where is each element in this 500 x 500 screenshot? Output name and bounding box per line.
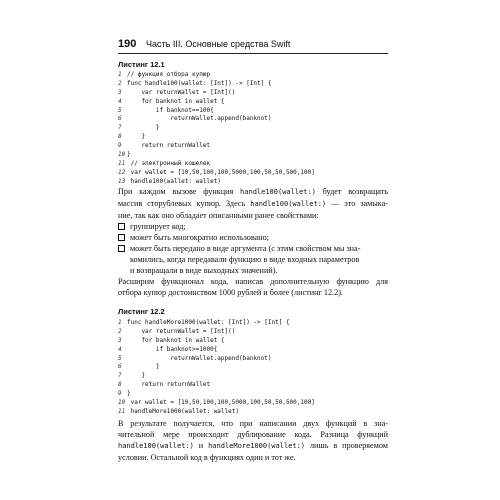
inline-code: handle100(wallet:) [240, 188, 316, 196]
text-span: При каждом вызове функция [118, 187, 241, 196]
text-line [118, 186, 388, 198]
paragraph [118, 186, 388, 221]
bullet-text: комились, когда передавали функцию в виде входных параметров [130, 255, 360, 264]
text-line [118, 198, 388, 210]
code-line [118, 328, 388, 337]
code-text: if banknot>=1000{ [127, 345, 218, 353]
bullet-item [118, 243, 388, 276]
checkbox-bullet-icon [118, 245, 125, 252]
code-text: } [127, 390, 131, 398]
line-number: 10 [118, 151, 126, 159]
bullet-text: может быть передано в виде аргумента (с этим свойством мы зна- [130, 244, 361, 253]
code-text: for banknot in wallet { [127, 97, 225, 105]
code-text: func handleMore1000(wallet: [Int]) -> [Int] { [127, 319, 290, 326]
line-number: 2 [118, 79, 122, 87]
code-line [118, 363, 388, 372]
code-line [118, 319, 388, 328]
code-text: if banknot==100{ [127, 106, 214, 114]
line-number: 8 [118, 381, 122, 389]
code-text: } [127, 363, 160, 371]
code-text: returnWallet.append(banknot) [127, 354, 272, 362]
text-span: массив сторублевых купюр. Здесь [118, 199, 251, 208]
code-text: } [127, 372, 146, 380]
line-number: 2 [118, 327, 122, 335]
checkbox-bullet-icon [118, 223, 125, 230]
code-text: // функция отбора купюр [127, 71, 211, 78]
code-line [118, 80, 388, 89]
bullet-item [118, 221, 388, 232]
code-line [118, 355, 388, 364]
code-line [118, 399, 388, 408]
code-text: for banknot in wallet { [127, 336, 225, 344]
line-number: 13 [118, 177, 126, 185]
code-line [118, 337, 388, 346]
code-line [118, 98, 388, 107]
line-number: 7 [118, 124, 122, 132]
line-number: 5 [118, 106, 122, 114]
code-text: var returnWallet = [Int]() [127, 88, 236, 96]
page-header [118, 38, 388, 52]
code-line [118, 372, 388, 381]
code-text: var wallet = [10,50,100,100,5000,100,50,50,500,100] [127, 399, 315, 407]
line-number: 9 [118, 142, 122, 150]
code-line [118, 115, 388, 124]
line-number: 1 [118, 71, 122, 78]
text-line: отбора купюр достоинством 1000 рублей и более (листинг 12.2). [118, 288, 343, 297]
code-line [118, 381, 388, 390]
header-rule [118, 53, 388, 54]
code-line [118, 133, 388, 142]
text-span: будет возвращать [315, 187, 389, 196]
code-text: return returnWallet [127, 142, 211, 150]
inline-code: handleMore1000(wallet:) [208, 442, 306, 450]
line-number: 8 [118, 133, 122, 141]
code-text: } [127, 133, 146, 141]
text-line: чительной мере происходит дублирование кода. Разница функций [118, 430, 388, 439]
code-line [118, 346, 388, 355]
bullet-item [118, 232, 388, 243]
text-line [118, 440, 388, 452]
code-line [118, 169, 388, 178]
code-text: returnWallet.append(banknot) [127, 115, 272, 123]
inline-code: handle100(wallet:) [250, 200, 327, 208]
text-line: условии. Остальной код в функциях один и тот же. [118, 453, 296, 462]
code-text: func handle100(wallet: [Int]) -> [Int] { [127, 79, 272, 87]
code-line [118, 124, 388, 133]
paragraph [118, 418, 388, 463]
line-number: 5 [118, 354, 122, 362]
line-number: 6 [118, 363, 122, 371]
code-text: } [127, 151, 131, 159]
text-line: Расширим функционал кода, написав дополнительную функцию для [118, 277, 388, 286]
line-number: 7 [118, 372, 122, 380]
code-text: handle100(wallet: wallet) [127, 177, 221, 185]
text-span: и [193, 441, 209, 450]
inline-code: handle100(wallet:) [118, 442, 194, 450]
code-text: // электронный кошелек [127, 159, 211, 167]
line-number: 4 [118, 345, 122, 353]
code-line [118, 107, 388, 116]
listing-title: Листинг 12.1 [118, 60, 165, 69]
line-number: 11 [118, 407, 126, 415]
code-text: } [127, 124, 160, 132]
code-line [118, 151, 388, 160]
bullet-text: и возвращали в виде выходных значений). [130, 266, 278, 275]
line-number: 1 [118, 319, 122, 326]
line-number: 10 [118, 399, 126, 407]
bullet-list [118, 221, 388, 276]
text-span: — это замыка- [326, 199, 389, 208]
code-line [118, 71, 388, 80]
line-number: 4 [118, 97, 122, 105]
checkbox-bullet-icon [118, 234, 125, 241]
line-number: 6 [118, 115, 122, 123]
running-title: Часть III. Основные средства Swift [146, 39, 291, 49]
code-line [118, 89, 388, 98]
page-number: 190 [118, 38, 137, 50]
bullet-text: может быть многократно использовано; [130, 233, 270, 242]
line-number: 3 [118, 88, 122, 96]
code-listing [118, 71, 388, 187]
line-number: 11 [118, 159, 126, 167]
text-line: ние, так как оно обладает описанными ранее свойствами: [118, 211, 319, 220]
text-span: лишь в проверяемом [305, 441, 388, 450]
paragraph [118, 276, 388, 298]
code-text: var returnWallet = [Int]() [127, 327, 236, 335]
line-number: 9 [118, 390, 122, 398]
code-text: var wallet = [10,50,100,100,5000,100,50,50,500,100] [127, 168, 315, 176]
bullet-text: группирует код; [130, 222, 186, 231]
code-line [118, 390, 388, 399]
line-number: 12 [118, 168, 126, 176]
code-listing [118, 319, 388, 417]
code-line [118, 408, 388, 417]
line-number: 3 [118, 336, 122, 344]
code-line [118, 142, 388, 151]
text-line: В результате получается, что при написании двух функций в зна- [118, 419, 388, 428]
code-line [118, 160, 388, 169]
listing-title: Листинг 12.2 [118, 307, 165, 316]
code-text: handleMore1000(wallet: wallet) [127, 407, 239, 415]
code-text: return returnWallet [127, 381, 211, 389]
